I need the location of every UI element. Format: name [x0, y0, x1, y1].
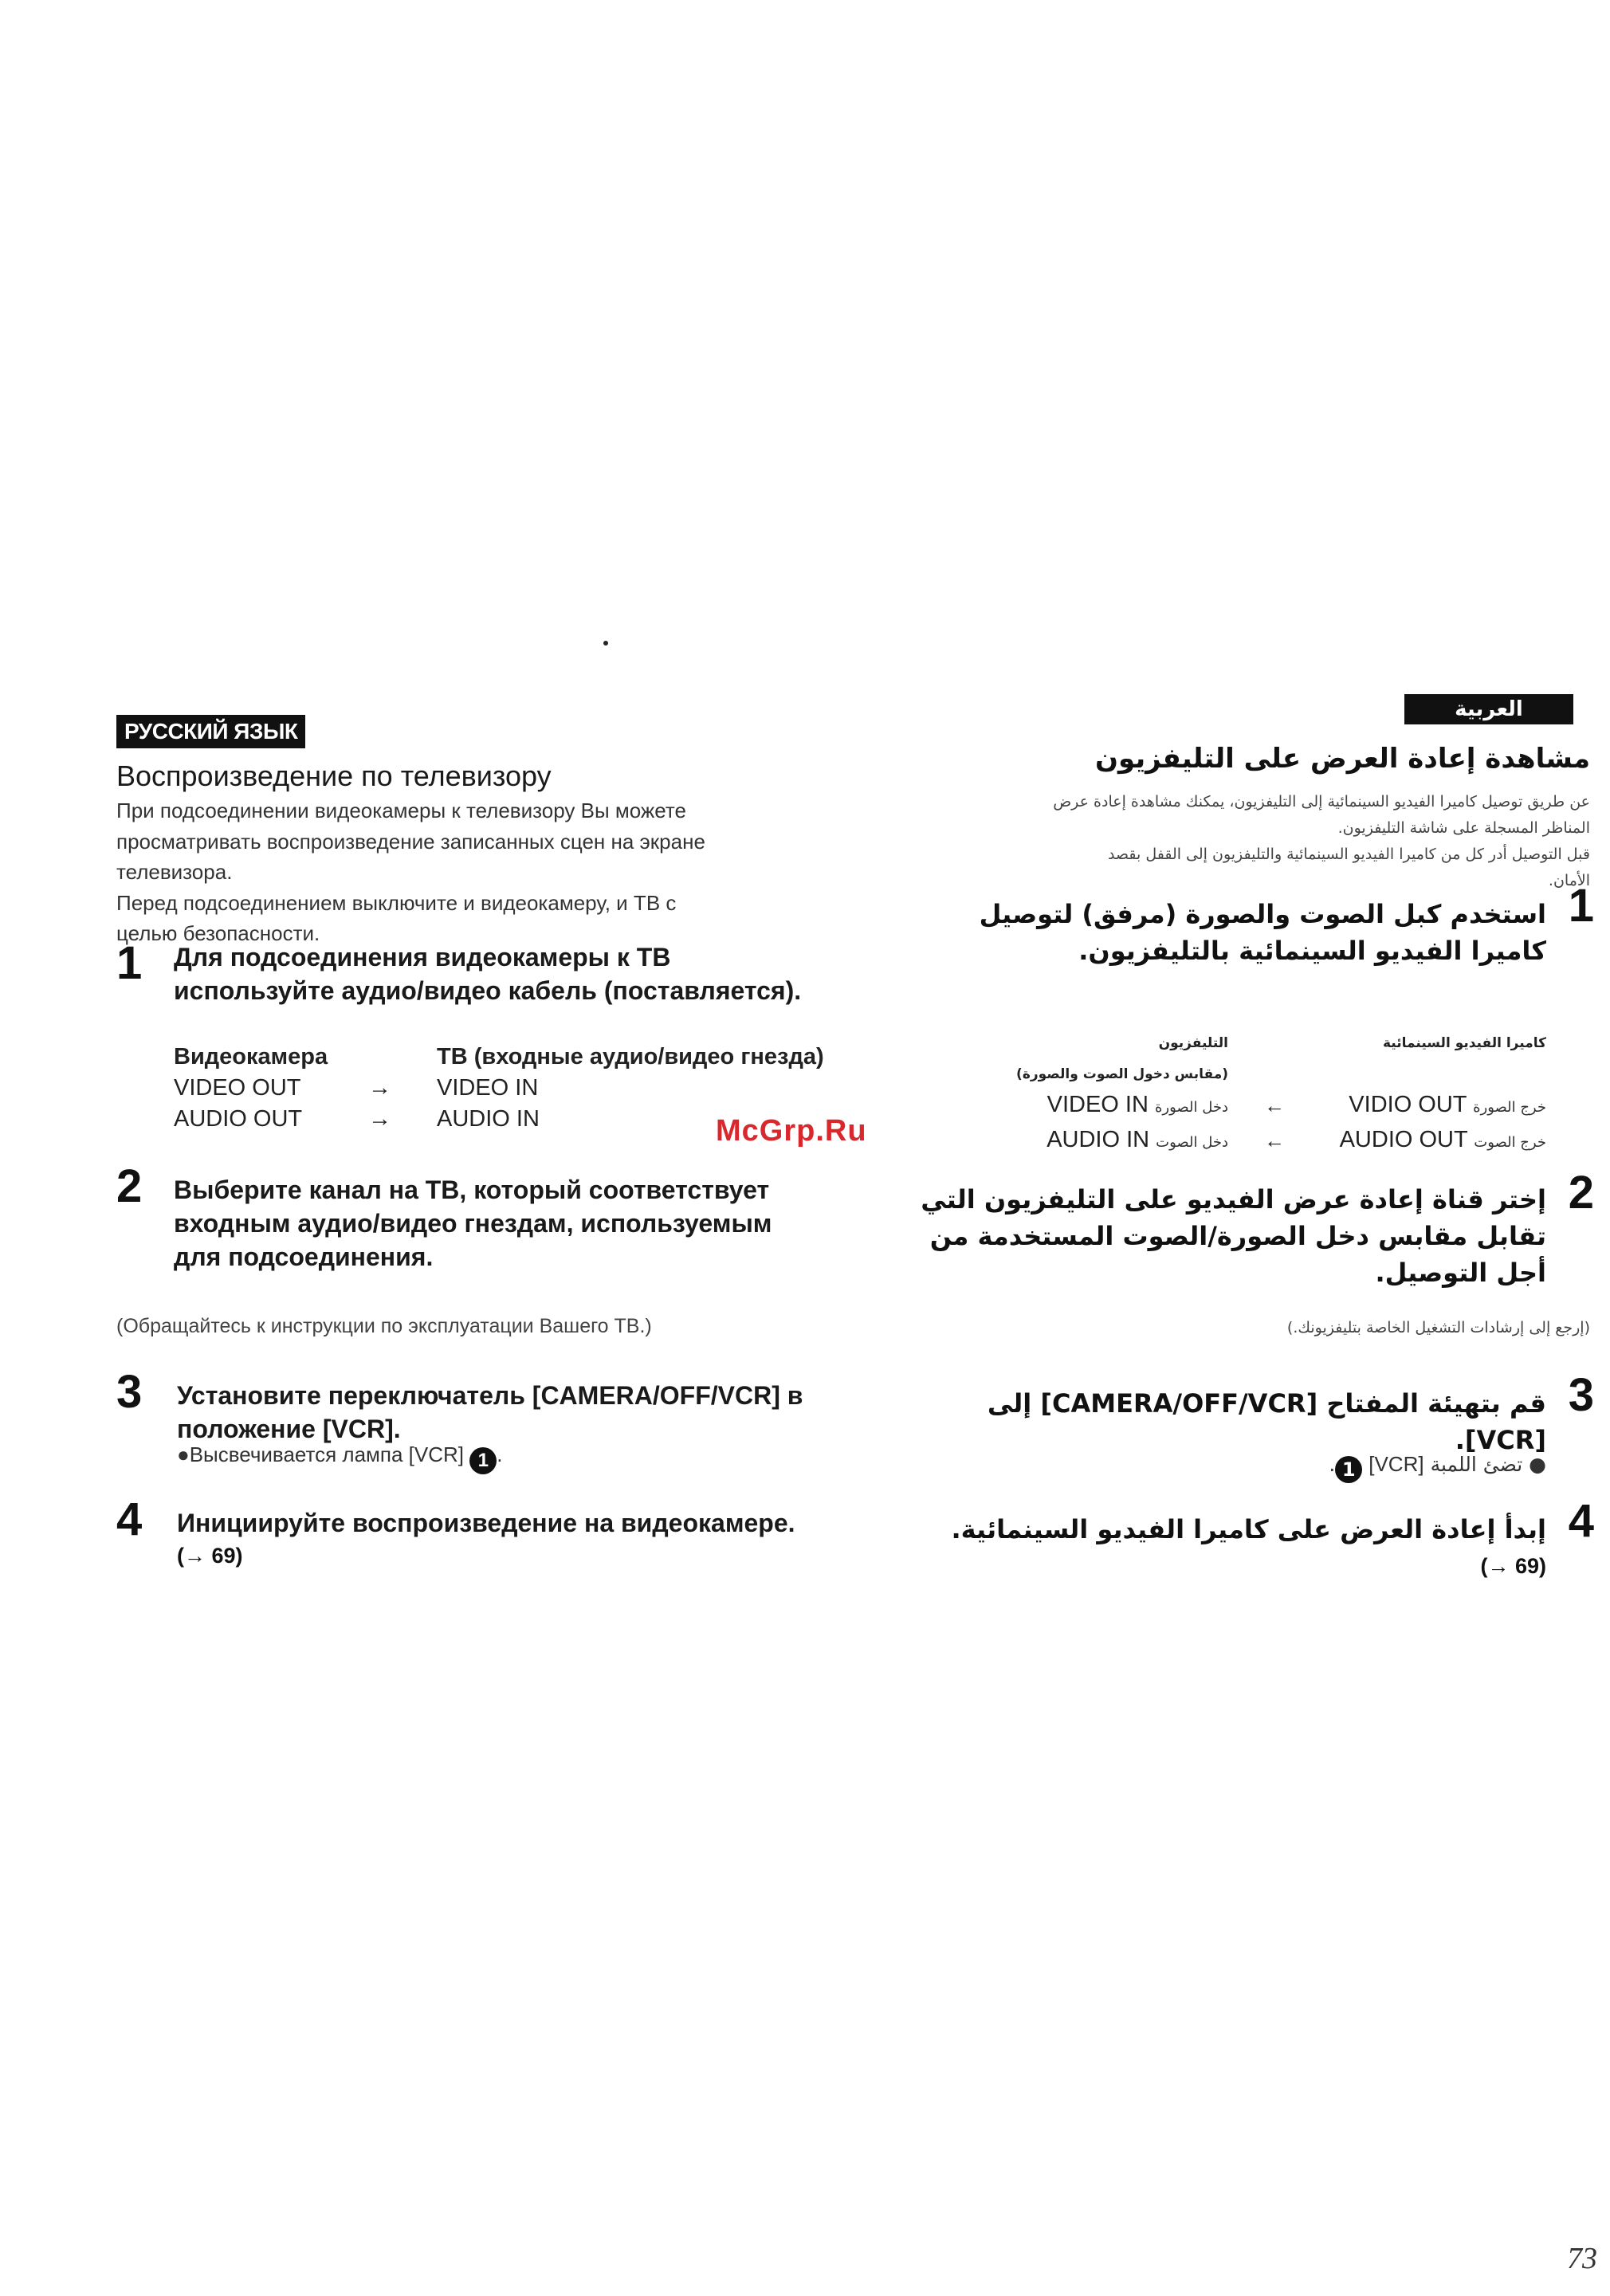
step-3-text	[177, 1379, 910, 1446]
step-4-text-arabic: إبدأ إعادة العرض على كاميرا الفيديو السينمائية.	[951, 1514, 1546, 1544]
step-line: استخدم كبل الصوت والصورة (مرفق) لتوصيل	[979, 899, 1546, 929]
step-3-note-vcr: [VCR]	[1368, 1452, 1424, 1476]
header-camera: Видеокамера	[174, 1044, 328, 1070]
cell-camera-arabic	[1349, 1092, 1546, 1118]
arrow-icon: →	[368, 1075, 391, 1101]
step-4-number: 4	[116, 1493, 143, 1545]
note-arabic: (إرجع إلى إرشادات التشغيل الخاصة بتليفزيونك.)	[1286, 1319, 1590, 1336]
step-2-text-arabic	[893, 1181, 1546, 1291]
header-tv-sub-arabic: (مقابس دخول الصوت والصورة)	[1016, 1066, 1228, 1082]
header-tv: ТВ (входные аудио/видео гнезда)	[437, 1044, 824, 1070]
step-line: для подсоединения.	[174, 1242, 434, 1271]
language-badge-russian: РУССКИЙ ЯЗЫК	[116, 715, 305, 748]
step-line: Для подсоединения видеокамеры к ТВ	[174, 943, 671, 971]
page-reference: (→ 69)	[177, 1544, 243, 1568]
step-3-note	[177, 1442, 503, 1474]
intro-line: При подсоединении видеокамеры к телевизору Вы можете	[116, 799, 686, 822]
note-russian: (Обращайтесь к инструкции по эксплуатации Вашего ТВ.)	[116, 1315, 652, 1337]
step-line: أجل التوصيل.	[1375, 1258, 1546, 1288]
step-1-text	[174, 940, 907, 1007]
language-badge-arabic: العربية	[1404, 694, 1573, 724]
cell-label: دخل الصوت	[1156, 1134, 1228, 1151]
section-title-arabic: مشاهدة إعادة العرض على التليفزيون	[1095, 743, 1590, 775]
step-3-note-text: ● تضئ اللمبة	[1430, 1453, 1546, 1476]
cell-camera: AUDIO OUT	[174, 1106, 303, 1132]
intro-line: целью безопасности.	[116, 921, 320, 945]
cell-value: VIDEO IN	[1046, 1092, 1149, 1117]
step-line: положение [VCR].	[177, 1415, 401, 1443]
marker-1-icon: 1	[1335, 1456, 1362, 1483]
intro-text-russian	[116, 795, 882, 949]
step-line: используйте аудио/видео кабель (поставляется).	[174, 976, 802, 1005]
marker-1-icon: 1	[469, 1447, 497, 1474]
cell-tv: AUDIO IN	[437, 1106, 540, 1132]
step-line: كاميرا الفيديو السينمائية بالتليفزيون.	[1078, 936, 1546, 966]
step-2-number: 2	[116, 1160, 143, 1212]
arrow-icon: ←	[1264, 1093, 1285, 1117]
intro-text-arabic	[937, 789, 1590, 894]
intro-line: просматривать воспроизведение записанных сцен на экране	[116, 829, 705, 854]
cell-tv: VIDEO IN	[437, 1075, 539, 1101]
step-line: Выберите канал на ТВ, который соответствует	[174, 1175, 770, 1204]
step-4-number-arabic: 4	[1568, 1495, 1594, 1547]
step-line: Установите переключатель [CAMERA/OFF/VCR] в	[177, 1381, 803, 1410]
header-camera-arabic: كاميرا الفيديو السينمائية	[1382, 1035, 1546, 1051]
step-line: قم بتهيئة المفتاح [CAMERA/OFF/VCR] إلى	[987, 1388, 1546, 1419]
step-1-number-arabic: 1	[1568, 880, 1594, 932]
intro-line: телевизора.	[116, 860, 233, 884]
step-3-text-arabic	[893, 1385, 1546, 1458]
step-3-note-arabic	[1329, 1452, 1546, 1483]
cell-value: AUDIO OUT	[1339, 1127, 1468, 1152]
section-title-russian: Воспроизведение по телевизору	[116, 759, 552, 792]
page-number: 73	[1567, 2242, 1597, 2275]
cell-label: خرج الصوت	[1474, 1134, 1546, 1151]
step-3-number-arabic: 3	[1568, 1369, 1594, 1421]
step-2-number-arabic: 2	[1568, 1167, 1594, 1219]
step-1-text-arabic	[893, 896, 1546, 969]
cell-camera: VIDEO OUT	[174, 1075, 301, 1101]
intro-line: الأمان.	[1548, 872, 1590, 889]
arrow-icon: ←	[1264, 1128, 1285, 1152]
step-line: إختر قناة إعادة عرض الفيديو على التليفزيون التي	[921, 1184, 1546, 1215]
intro-line: Перед подсоединением выключите и видеокамеру, и ТВ с	[116, 890, 677, 915]
cell-value: AUDIO IN	[1046, 1127, 1150, 1152]
intro-line: المناظر المسجلة على شاشة التليفزيون.	[1337, 819, 1590, 837]
step-line: [VCR].	[1455, 1425, 1546, 1455]
step-3-note-text: ●Высвечивается лампа [VCR]	[177, 1442, 465, 1466]
step-1-number: 1	[116, 937, 143, 989]
intro-line: قبل التوصيل أدر كل من كاميرا الفيديو السينمائية والتليفزيون إلى القفل بقصد	[1107, 846, 1590, 863]
step-3-number: 3	[116, 1366, 143, 1418]
step-3-note-end: .	[1329, 1453, 1336, 1476]
cell-tv-arabic	[1046, 1127, 1228, 1153]
step-line: входным аудио/видео гнездам, используемым	[174, 1209, 772, 1238]
cell-camera-arabic	[1340, 1127, 1546, 1153]
step-2-text	[174, 1173, 907, 1274]
cell-label: دخل الصورة	[1154, 1099, 1228, 1116]
cell-label: خرج الصورة	[1473, 1099, 1546, 1116]
arrow-icon: →	[368, 1106, 391, 1132]
cell-tv-arabic	[1047, 1092, 1228, 1118]
intro-line: عن طريق توصيل كاميرا الفيديو السينمائية إلى التليفزيون، يمكنك مشاهدة إعادة عرض	[1053, 793, 1590, 810]
stray-dot	[603, 641, 608, 646]
page-reference-arabic: (→ 69)	[1480, 1554, 1546, 1578]
step-3-note-end: .	[497, 1442, 503, 1466]
cell-value: VIDIO OUT	[1349, 1092, 1467, 1117]
watermark: McGrp.Ru	[716, 1114, 867, 1148]
step-4-text: Инициируйте воспроизведение на видеокамере.	[177, 1509, 795, 1537]
step-line: تقابل مقابس دخل الصورة/الصوت المستخدمة من	[929, 1221, 1546, 1251]
header-tv-arabic: التليفزيون	[1158, 1035, 1228, 1051]
